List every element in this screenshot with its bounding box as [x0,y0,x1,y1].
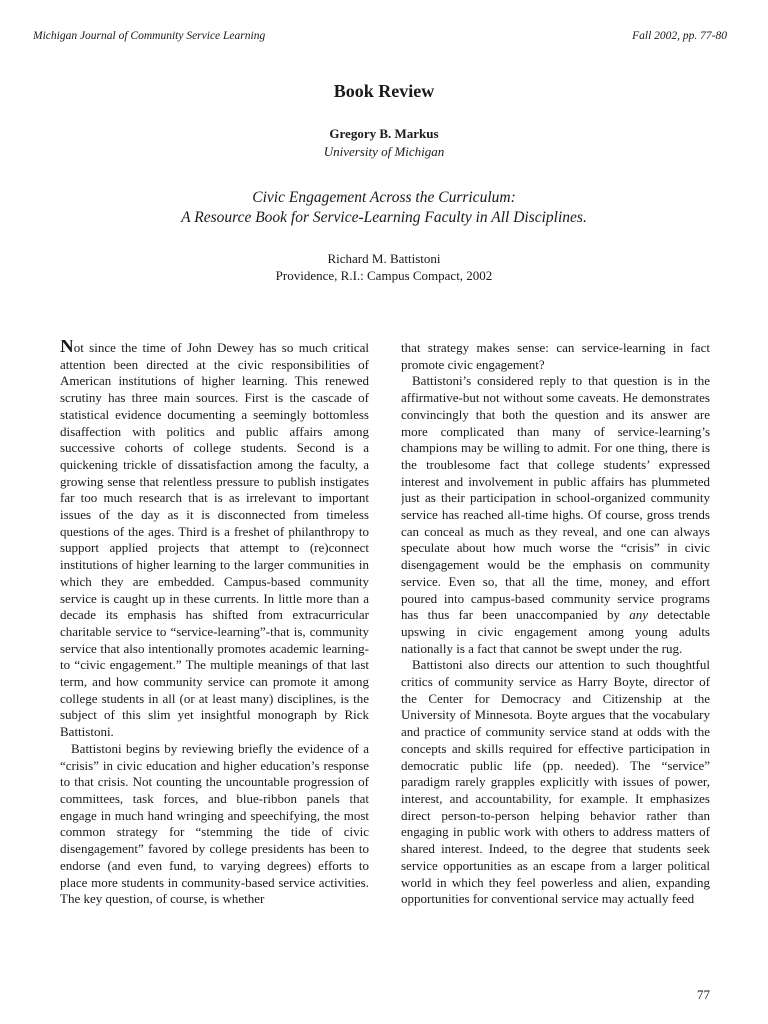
paragraph-5: Battistoni also directs our attention to such thoughtful critics of community service as Harry Boyte, director of the Center for Democracy and Citizenship at the University of Minnesota. Boyte argues that the vocabulary and practice of community service stand at odds with the concepts and skills required for effective participation in democratic public life (pp. needed). The “service” paradigm rarely grapples explicitly with issues of power, interest, and accountability, for example. It emphasizes direct person-to-person helping behavior rather than engaging in public work with others to address matters of shared interest. Indeed, to the degree that students seek service opportunities as an escape from a larger political world in which they feel powerless and alien, expanding opportunities for conventional service may actually feed [401,657,710,907]
paragraph-1-text: ot since the time of John Dewey has so much critical attention been directed at the civic responsibilities of American institutions of higher learning. This renewed scrutiny has three main sources. First is the cascade of statistical evidence documenting a seemingly bottomless disaffection with politics and public affairs among successive cohorts of college students. Second is a quickening trickle of dissatisfaction among the faculty, a growing sense that relentless pressure to publish instigates far too much research that is as irrelevant to important issues of the day as it is disconnected from timeless questions of the ages. Third is a freshet of philanthropy to support applied projects that attempt to (re)connect institutions of higher learning to the larger communities in which they are embedded. Campus-based community service is caught up in these currents. In little more than a decade its emphasis has shifted from extracurricular charitable service to “service-learning”-that is, community service that also intentionally promotes academic learning-to “civic engagement.” The multiple meanings of that last term, and how community service can promote it among college students in all (or at least many) disciplines, is the subject of this slim yet insightful monograph by Rick Battistoni. [60,340,369,740]
emphasis-any: any [629,607,649,623]
issue-info: Fall 2002, pp. 77-80 [632,30,727,42]
initial-letter: N [60,340,74,357]
book-publisher: Providence, R.I.: Campus Compact, 2002 [275,268,493,283]
reviewer-affiliation: University of Michigan [323,144,445,159]
reviewer-name: Gregory B. Markus [329,126,439,141]
paragraph-4-text-a: Battistoni’s considered reply to that question is in the affirmative-but not without some caveats. He demonstrates convincingly that both the question and its answer are more complicated than many of service-learning’s champions may be willing to admit. For one thing, there is the troublesome fact that college students’ expressed interest and involvement in public affairs has plummeted just as their participation in school-organized community service has reached all-time highs. Of course, gross trends can conceal as much as they reveal, and one can always speculate about how much worse the “crisis” in civic disengagement would be the emphasis on community service. Even so, that all the time, money, and effort poured into campus-based community service programs has thus far been unaccompanied by [401,373,710,623]
page-title: Book Review [333,81,435,101]
book-author: Richard M. Battistoni [327,251,441,266]
book-title-line-2: A Resource Book for Service-Learning Faculty in All Disciplines. [181,209,587,226]
paragraph-1 [60,340,369,741]
book-title-line-1: Civic Engagement Across the Curriculum: [252,189,516,206]
paragraph-2: Battistoni begins by reviewing briefly the evidence of a “crisis” in civic education and higher education’s response to that crisis. Not counting the uncountable progression of committees, task forces, and blue-ribbon panels that engage in much hand wringing and speechifying, the most common strategy for “stemming the tide of civic disengagement” favored by college presidents has been to endorse (and even fund, to varying degrees) efforts to place more students in community-based service activities. The key question, of course, is whether [60,740,369,907]
paragraph-3: that strategy makes sense: can service-learning in fact promote civic engagement? [401,340,710,372]
running-head [33,27,727,45]
paragraph-4 [401,373,710,657]
paragraph-4-text-b: detectable upswing in civic engagement among young adults nationally is a fact that cannot be swept under the rug. [401,607,710,656]
body-column-right [401,340,710,980]
body-column-left [60,340,369,980]
journal-name: Michigan Journal of Community Service Learning [33,30,266,42]
page-number: 77 [697,987,710,1002]
book-title [0,188,768,228]
